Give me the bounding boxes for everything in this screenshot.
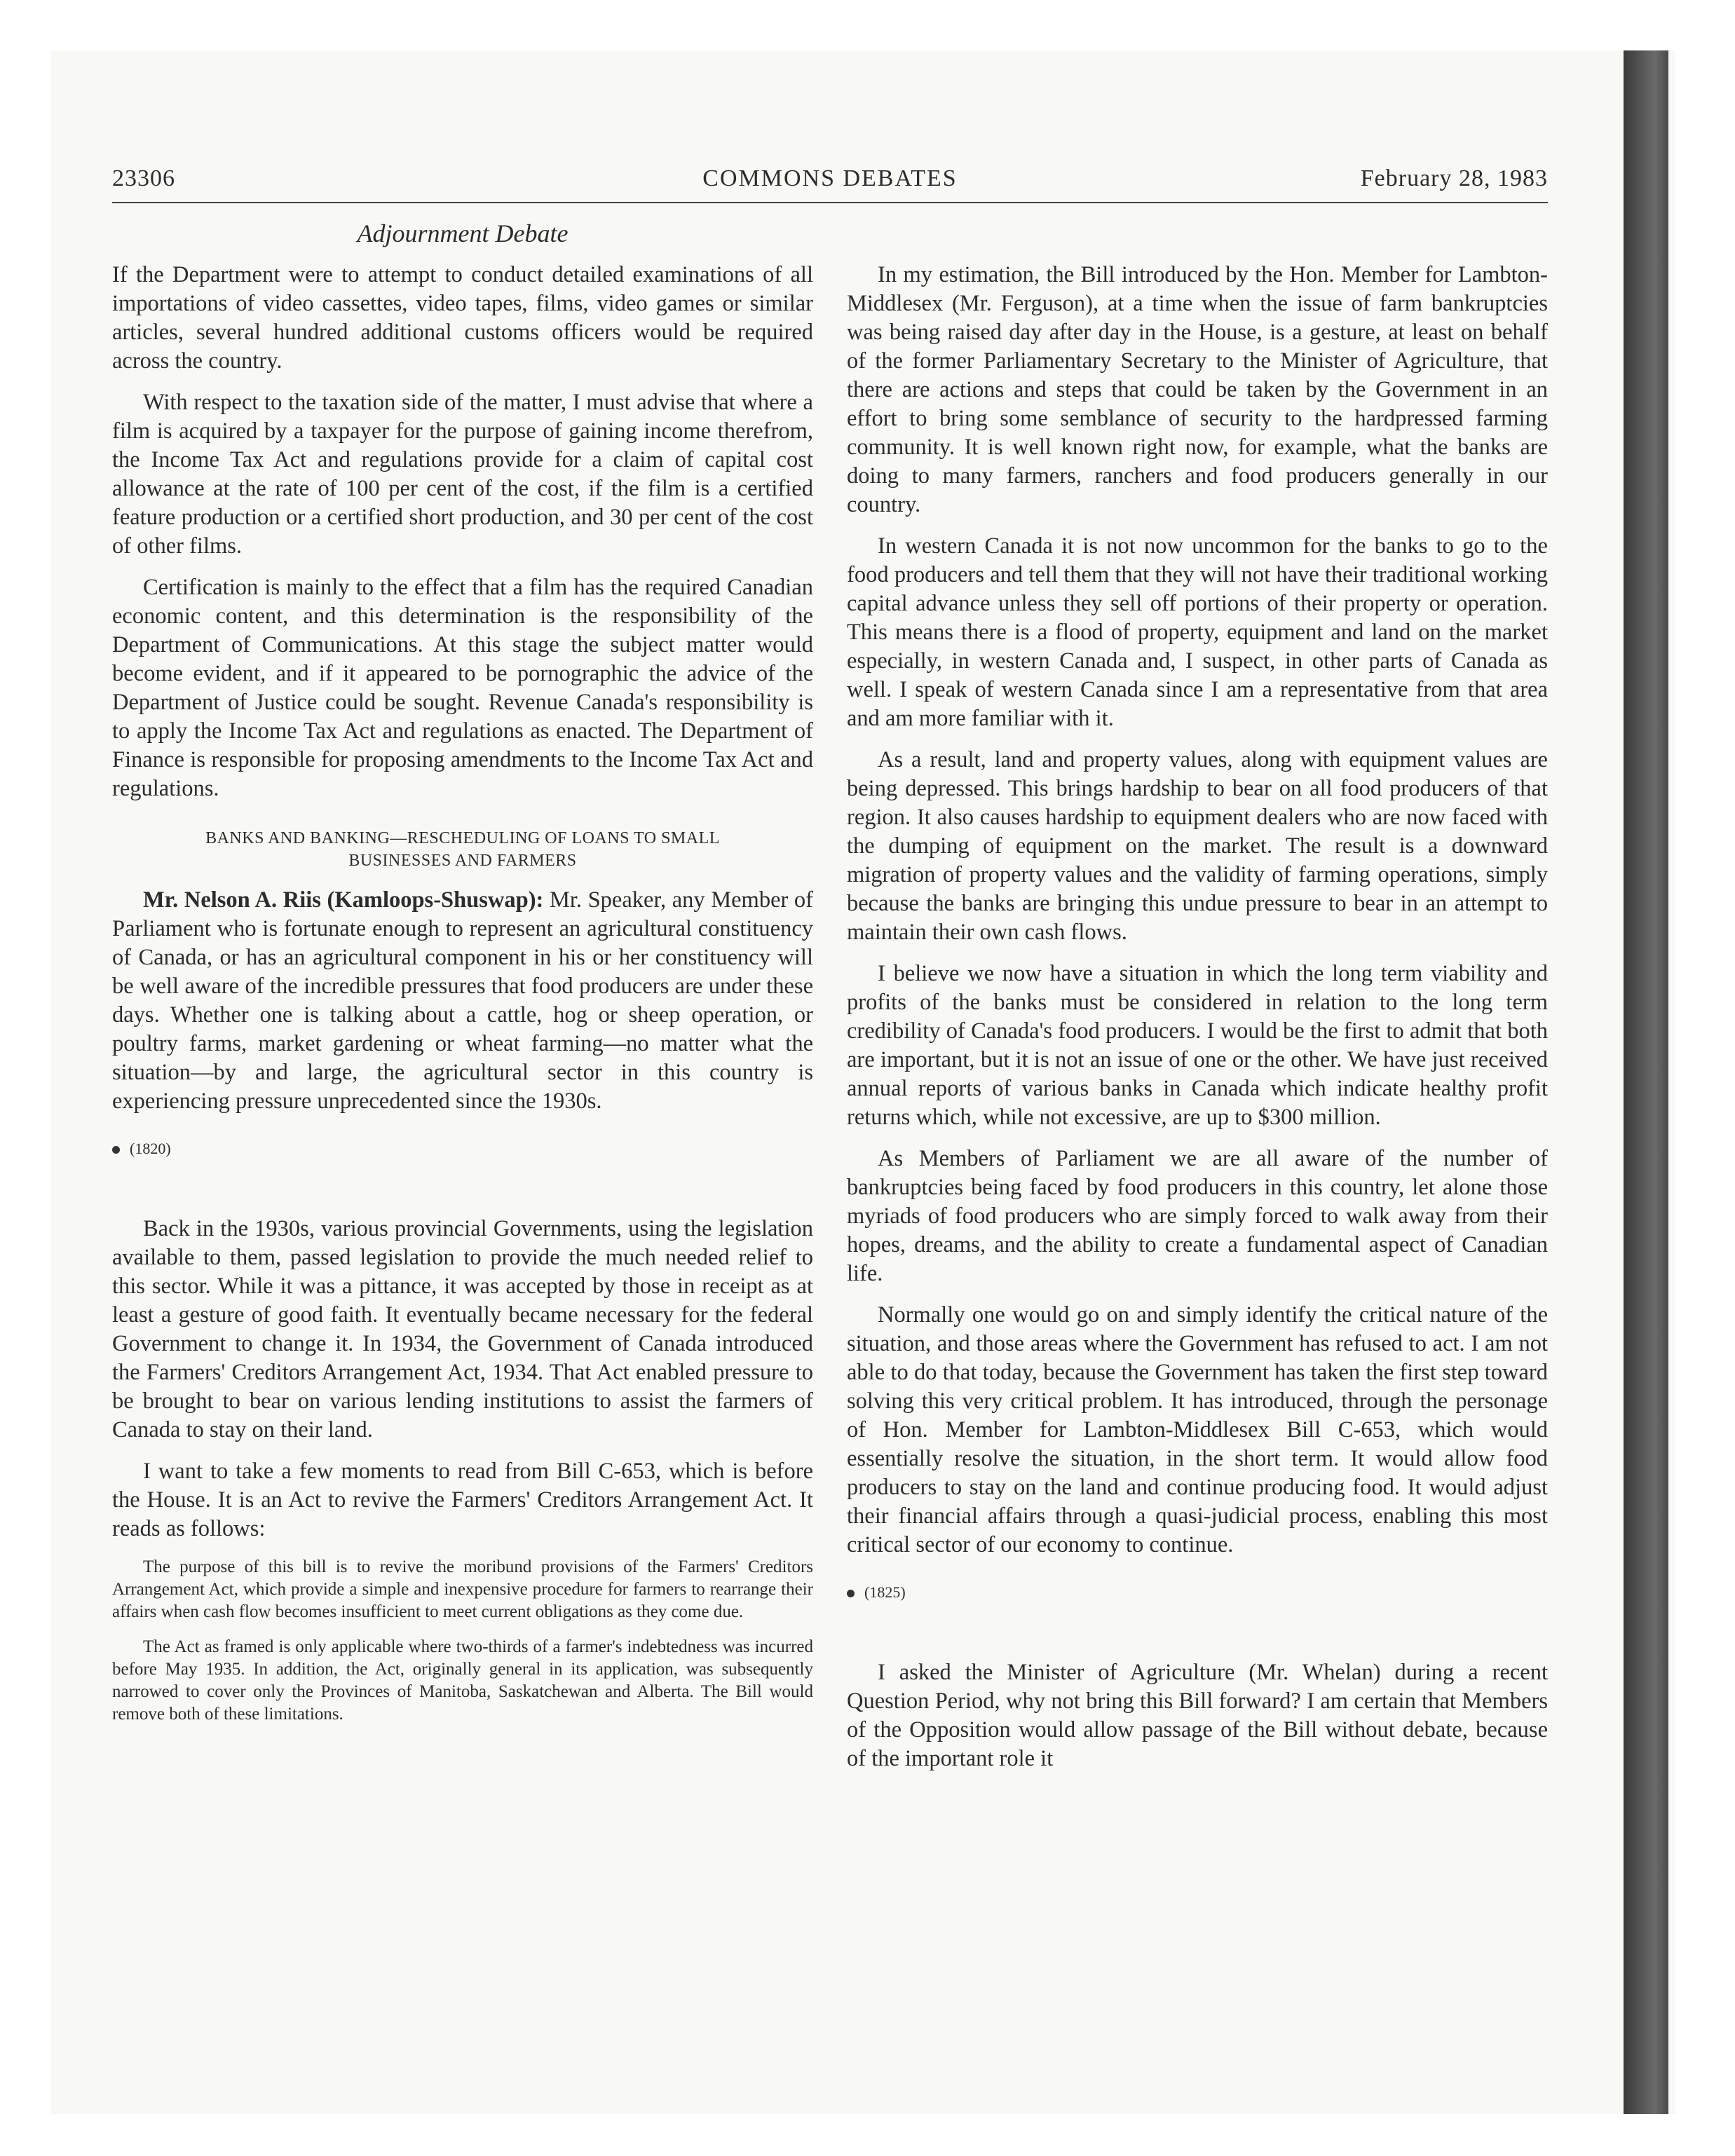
header-rule [112,202,1548,203]
bullet-icon [112,1146,120,1154]
left-column [112,261,813,1738]
debate-subheading: BANKS AND BANKING—RESCHEDULING OF LOANS TO SMALL BUSINESSES AND FARMERS [205,829,720,870]
time-marker-text: (1820) [130,1140,171,1157]
quote-paragraph: The purpose of this bill is to revive the moribund provisions of the Farmers' Creditors Arrangement Act, which provide a simple and inexpensive procedure for farmers to rearrange their affairs when cash flow becomes insufficient to meet current obligations as they come due. [112,1557,813,1621]
speech-text: Mr. Speaker, any Member of Parliament who is fortunate enough to represent an agricultural constituency of Canada, or has an agricultural component in his or her constituency will be well aware of the incredible pressures that food producers are under these days. Whether one is talking about a cattle, hog or sheep operation, or poultry farms, market gardening or wheat farming—no matter what the situation—by and large, the agricultural sector in this country is experiencing pressure unprecedented since the 1930s. [112,887,814,1114]
publication-title: COMMONS DEBATES [702,165,958,191]
right-column [847,261,1548,1786]
paragraph: As Members of Parliament we are all aware of the number of bankruptcies being faced by food producers in this country, let alone those myriads of food producers who are simply forced to walk away from their hopes, dreams, and the ability to create a fundamental aspect of Canadian life. [847,1146,1548,1286]
bill-quotation [112,1556,813,1726]
paragraph: I asked the Minister of Agriculture (Mr. Whelan) during a recent Question Period, why not bring this Bill forward? I am certain that Members of the Opposition would allow passage of the Bill without debate, because of the important role it [847,1660,1548,1771]
time-marker [847,1578,1548,1606]
paragraph: As a result, land and property values, along with equipment values are being depressed. This brings hardship to bear on all food producers of that region. It also causes hardship to equipment dealers who are now faced with the dumping of equipment on the market. The result is a downward migration of property values and the validity of farming operations, simply because the banks are bringing this undue pressure to bear in an attempt to maintain their own cash flows. [847,747,1548,945]
paragraph: Back in the 1930s, various provincial Governments, using the legislation available to them, passed legislation to provide the much needed relief to this sector. While it was a pittance, it was accepted by those in receipt as at least a gesture of good faith. It eventually became necessary for the federal Government to change it. In 1934, the Government of Canada introduced the Farmers' Creditors Arrangement Act, 1934. That Act enabled pressure to be brought to bear on various lending institutions to assist the farmers of Canada to stay on their land. [112,1216,813,1442]
header-date: February 28, 1983 [1360,165,1548,191]
page-margin-right [1675,0,1735,2156]
paragraph: If the Department were to attempt to conduct detailed examinations of all importations of video cassettes, video tapes, films, video games or similar articles, several hundred additional customs officers would be required across the country. [112,262,813,374]
paragraph: I believe we now have a situation in which the long term viability and profits of the banks must be considered in relation to the long term credibility of Canada's food producers. I would be the first to admit that both are important, but it is not an issue of one or the other. We have just received annual reports of various banks in Canada which indicate healthy profit returns which, while not excessive, are up to $300 million. [847,961,1548,1130]
quote-paragraph: The Act as framed is only applicable where two-thirds of a farmer's indebtedness was incurred before May 1935. In addition, the Act, originally general in its application, was subsequently narrowed to cover only the Provinces of Manitoba, Saskatchewan and Alberta. The Bill would remove both of these limitations. [112,1637,813,1724]
page-margin-top [0,0,1735,50]
paragraph: In my estimation, the Bill introduced by the Hon. Member for Lambton-Middlesex (Mr. Ferguson), at a time when the issue of farm bankruptcies was being raised day after day in the House, is a gesture, at least on behalf of the former Parliamentary Secretary to the Minister of Agriculture, that there are actions and steps that could be taken by the Government in an effort to bring some semblance of security to the hardpressed farming community. It is well known right now, for example, what the banks are doing to many farmers, ranchers and food producers generally in our country. [847,262,1548,517]
paragraph: Normally one would go on and simply identify the critical nature of the situation, and those areas where the Government has refused to act. I am not able to do that today, because the Government has taken the first step toward solving this very critical problem. It has introduced, through the personage of Hon. Member for Lambton-Middlesex Bill C-653, which would essentially resolve the situation, in the short term. It would allow food producers to stay on the land and continue producing food. It would adjust their financial affairs through a quasi-judicial process, enabling this most critical sector of our economy to continue. [847,1302,1548,1557]
paragraph: With respect to the taxation side of the matter, I must advise that where a film is acquired by a taxpayer for the purpose of gaining income therefrom, the Income Tax Act and regulations provide for a claim of capital cost allowance at the rate of 100 per cent of the cost, if the film is a certified feature production or a certified short production, and 30 per cent of the cost of other films. [112,390,813,559]
time-marker-text: (1825) [864,1583,906,1601]
bullet-icon [847,1590,855,1597]
paragraph: Certification is mainly to the effect that a film has the required Canadian economic content, and this determination is the responsibility of the Department of Communications. At this stage the subject matter would become evident, and if it appeared to be pornographic the advice of the Department of Justice could be sought. Revenue Canada's responsibility is to apply the Income Tax Act and regulations as enacted. The Department of Finance is responsible for proposing amendments to the Income Tax Act and regulations. [112,575,813,801]
time-marker [112,1134,813,1163]
section-title: Adjournment Debate [357,219,569,247]
document-page [112,165,1548,1771]
speaker-paragraph [112,886,813,1116]
speaker-name: Mr. Nelson A. Riis (Kamloops-Shuswap): [143,887,544,913]
scan-edge-shadow [1624,50,1668,2114]
page-margin-left [0,0,50,2156]
page-number: 23306 [112,165,175,191]
page-margin-bottom [0,2114,1735,2156]
running-header [112,165,1548,199]
paragraph: In western Canada it is not now uncommon for the banks to go to the food producers and tell them that they will not have their traditional working capital advance unless they sell off portions of their property or operation. This means there is a flood of property, equipment and land on the market especially, in western Canada and, I suspect, in other parts of Canada as well. I speak of western Canada since I am a representative from that area and am more familiar with it. [847,533,1548,731]
paragraph: I want to take a few moments to read from Bill C-653, which is before the House. It is an Act to revive the Farmers' Creditors Arrangement Act. It reads as follows: [112,1459,813,1541]
